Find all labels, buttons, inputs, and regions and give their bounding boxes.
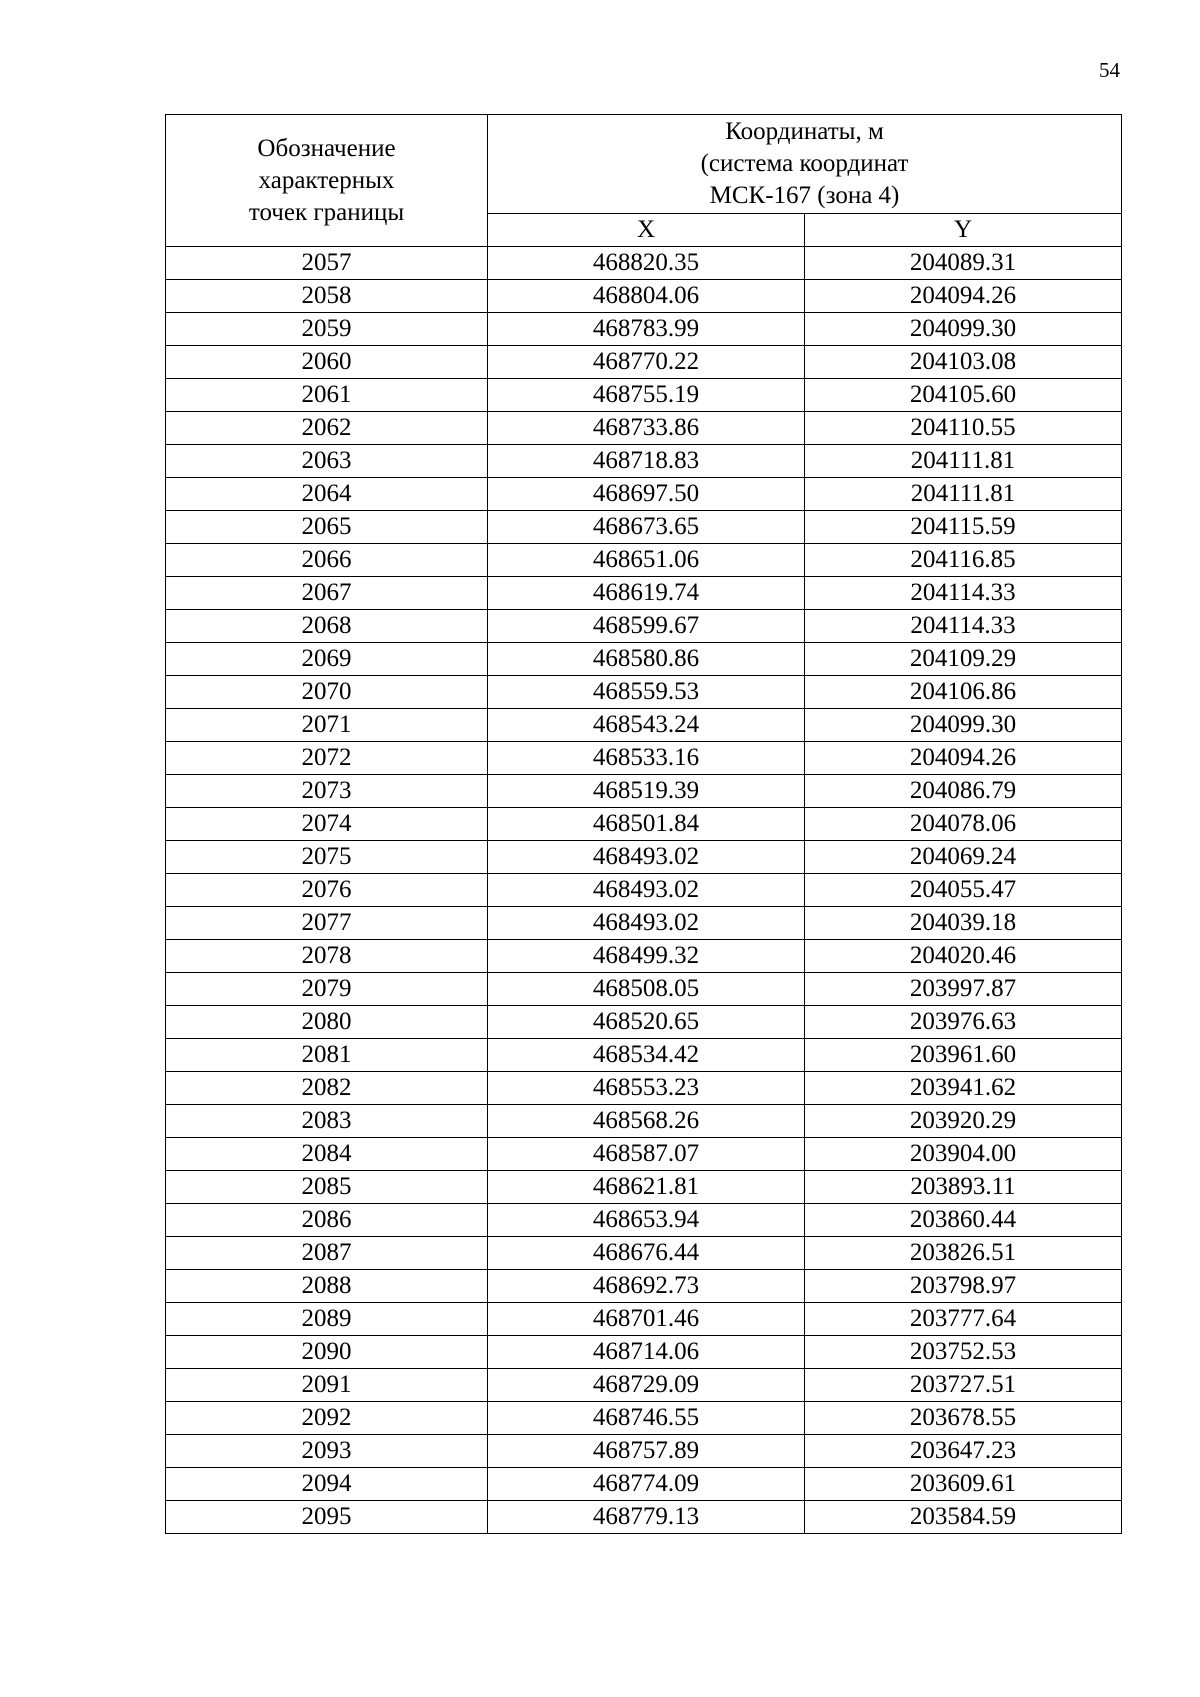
point-cell: 2077 (166, 907, 488, 940)
point-cell: 2071 (166, 709, 488, 742)
table-row (166, 1072, 1122, 1105)
y-cell: 204106.86 (805, 676, 1122, 709)
table-row (166, 280, 1122, 313)
x-cell: 468692.73 (488, 1270, 805, 1303)
y-cell: 203727.51 (805, 1369, 1122, 1402)
table-row (166, 1204, 1122, 1237)
y-cell: 204086.79 (805, 775, 1122, 808)
x-cell: 468651.06 (488, 544, 805, 577)
x-cell: 468714.06 (488, 1336, 805, 1369)
table-row (166, 1237, 1122, 1270)
point-cell: 2093 (166, 1435, 488, 1468)
x-cell: 468553.23 (488, 1072, 805, 1105)
table-row (166, 445, 1122, 478)
table-row (166, 874, 1122, 907)
table-row (166, 313, 1122, 346)
point-cell: 2094 (166, 1468, 488, 1501)
y-cell: 204020.46 (805, 940, 1122, 973)
y-cell: 204111.81 (805, 445, 1122, 478)
point-cell: 2089 (166, 1303, 488, 1336)
point-cell: 2088 (166, 1270, 488, 1303)
y-cell: 203941.62 (805, 1072, 1122, 1105)
table-row (166, 412, 1122, 445)
point-cell: 2060 (166, 346, 488, 379)
header-coordinates: Координаты, м (система координат МСК-167 (зона 4) (488, 115, 1122, 214)
table-row (166, 247, 1122, 280)
point-cell: 2066 (166, 544, 488, 577)
point-cell: 2084 (166, 1138, 488, 1171)
header-y: Y (805, 214, 1122, 247)
table-row (166, 1501, 1122, 1534)
y-cell: 203584.59 (805, 1501, 1122, 1534)
x-cell: 468493.02 (488, 907, 805, 940)
table-row (166, 379, 1122, 412)
x-cell: 468499.32 (488, 940, 805, 973)
point-cell: 2064 (166, 478, 488, 511)
y-cell: 204110.55 (805, 412, 1122, 445)
table-row (166, 1006, 1122, 1039)
y-cell: 203961.60 (805, 1039, 1122, 1072)
table-body (166, 247, 1122, 1534)
table-row (166, 610, 1122, 643)
x-cell: 468770.22 (488, 346, 805, 379)
y-cell: 204111.81 (805, 478, 1122, 511)
point-cell: 2062 (166, 412, 488, 445)
table-row (166, 775, 1122, 808)
table-row (166, 643, 1122, 676)
table-row (166, 907, 1122, 940)
y-cell: 204114.33 (805, 610, 1122, 643)
x-cell: 468559.53 (488, 676, 805, 709)
x-cell: 468508.05 (488, 973, 805, 1006)
header-x: X (488, 214, 805, 247)
table-header (166, 115, 1122, 247)
point-cell: 2070 (166, 676, 488, 709)
table-row (166, 544, 1122, 577)
x-cell: 468783.99 (488, 313, 805, 346)
y-cell: 204105.60 (805, 379, 1122, 412)
point-cell: 2083 (166, 1105, 488, 1138)
table-row (166, 1303, 1122, 1336)
y-cell: 203798.97 (805, 1270, 1122, 1303)
page-number: 54 (1099, 58, 1120, 82)
table-row (166, 478, 1122, 511)
point-cell: 2085 (166, 1171, 488, 1204)
y-cell: 204115.59 (805, 511, 1122, 544)
table-row (166, 1336, 1122, 1369)
x-cell: 468501.84 (488, 808, 805, 841)
point-cell: 2074 (166, 808, 488, 841)
x-cell: 468697.50 (488, 478, 805, 511)
point-cell: 2092 (166, 1402, 488, 1435)
y-cell: 204099.30 (805, 709, 1122, 742)
table-row (166, 346, 1122, 379)
point-cell: 2079 (166, 973, 488, 1006)
x-cell: 468701.46 (488, 1303, 805, 1336)
x-cell: 468533.16 (488, 742, 805, 775)
y-cell: 204114.33 (805, 577, 1122, 610)
table-row (166, 1138, 1122, 1171)
x-cell: 468729.09 (488, 1369, 805, 1402)
x-cell: 468599.67 (488, 610, 805, 643)
y-cell: 204039.18 (805, 907, 1122, 940)
point-cell: 2090 (166, 1336, 488, 1369)
point-cell: 2091 (166, 1369, 488, 1402)
point-cell: 2059 (166, 313, 488, 346)
x-cell: 468534.42 (488, 1039, 805, 1072)
point-cell: 2080 (166, 1006, 488, 1039)
coordinates-table (165, 114, 1122, 1534)
point-cell: 2087 (166, 1237, 488, 1270)
table-row (166, 1369, 1122, 1402)
point-cell: 2073 (166, 775, 488, 808)
x-cell: 468673.65 (488, 511, 805, 544)
x-cell: 468543.24 (488, 709, 805, 742)
y-cell: 204069.24 (805, 841, 1122, 874)
table-row (166, 973, 1122, 1006)
x-cell: 468718.83 (488, 445, 805, 478)
x-cell: 468804.06 (488, 280, 805, 313)
x-cell: 468755.19 (488, 379, 805, 412)
point-cell: 2061 (166, 379, 488, 412)
x-cell: 468520.65 (488, 1006, 805, 1039)
x-cell: 468587.07 (488, 1138, 805, 1171)
y-cell: 204089.31 (805, 247, 1122, 280)
y-cell: 204094.26 (805, 280, 1122, 313)
point-cell: 2081 (166, 1039, 488, 1072)
x-cell: 468519.39 (488, 775, 805, 808)
y-cell: 203976.63 (805, 1006, 1122, 1039)
point-cell: 2058 (166, 280, 488, 313)
table-row (166, 1171, 1122, 1204)
table-row (166, 808, 1122, 841)
point-cell: 2063 (166, 445, 488, 478)
x-cell: 468746.55 (488, 1402, 805, 1435)
table-row (166, 1402, 1122, 1435)
x-cell: 468580.86 (488, 643, 805, 676)
y-cell: 203997.87 (805, 973, 1122, 1006)
x-cell: 468493.02 (488, 841, 805, 874)
y-cell: 203860.44 (805, 1204, 1122, 1237)
x-cell: 468779.13 (488, 1501, 805, 1534)
point-cell: 2086 (166, 1204, 488, 1237)
point-cell: 2075 (166, 841, 488, 874)
y-cell: 203904.00 (805, 1138, 1122, 1171)
y-cell: 204116.85 (805, 544, 1122, 577)
table-row (166, 1435, 1122, 1468)
y-cell: 204103.08 (805, 346, 1122, 379)
x-cell: 468820.35 (488, 247, 805, 280)
y-cell: 203752.53 (805, 1336, 1122, 1369)
table-row (166, 511, 1122, 544)
x-cell: 468653.94 (488, 1204, 805, 1237)
point-cell: 2069 (166, 643, 488, 676)
table-row (166, 1105, 1122, 1138)
table-row (166, 709, 1122, 742)
point-cell: 2065 (166, 511, 488, 544)
x-cell: 468733.86 (488, 412, 805, 445)
point-cell: 2076 (166, 874, 488, 907)
y-cell: 203678.55 (805, 1402, 1122, 1435)
table-row (166, 1039, 1122, 1072)
point-cell: 2082 (166, 1072, 488, 1105)
x-cell: 468676.44 (488, 1237, 805, 1270)
table-row (166, 940, 1122, 973)
point-cell: 2072 (166, 742, 488, 775)
y-cell: 203777.64 (805, 1303, 1122, 1336)
table-row (166, 1270, 1122, 1303)
y-cell: 204055.47 (805, 874, 1122, 907)
y-cell: 203920.29 (805, 1105, 1122, 1138)
table-row (166, 1468, 1122, 1501)
table-row (166, 577, 1122, 610)
table-row (166, 742, 1122, 775)
y-cell: 203609.61 (805, 1468, 1122, 1501)
x-cell: 468619.74 (488, 577, 805, 610)
header-designation: Обозначение характерных точек границы (166, 115, 488, 247)
x-cell: 468757.89 (488, 1435, 805, 1468)
table-row (166, 841, 1122, 874)
x-cell: 468568.26 (488, 1105, 805, 1138)
table-row (166, 676, 1122, 709)
point-cell: 2067 (166, 577, 488, 610)
y-cell: 203826.51 (805, 1237, 1122, 1270)
x-cell: 468493.02 (488, 874, 805, 907)
y-cell: 204078.06 (805, 808, 1122, 841)
point-cell: 2095 (166, 1501, 488, 1534)
y-cell: 203647.23 (805, 1435, 1122, 1468)
point-cell: 2078 (166, 940, 488, 973)
y-cell: 204094.26 (805, 742, 1122, 775)
point-cell: 2068 (166, 610, 488, 643)
point-cell: 2057 (166, 247, 488, 280)
y-cell: 203893.11 (805, 1171, 1122, 1204)
y-cell: 204109.29 (805, 643, 1122, 676)
y-cell: 204099.30 (805, 313, 1122, 346)
x-cell: 468621.81 (488, 1171, 805, 1204)
header-row-main (166, 115, 1122, 214)
x-cell: 468774.09 (488, 1468, 805, 1501)
